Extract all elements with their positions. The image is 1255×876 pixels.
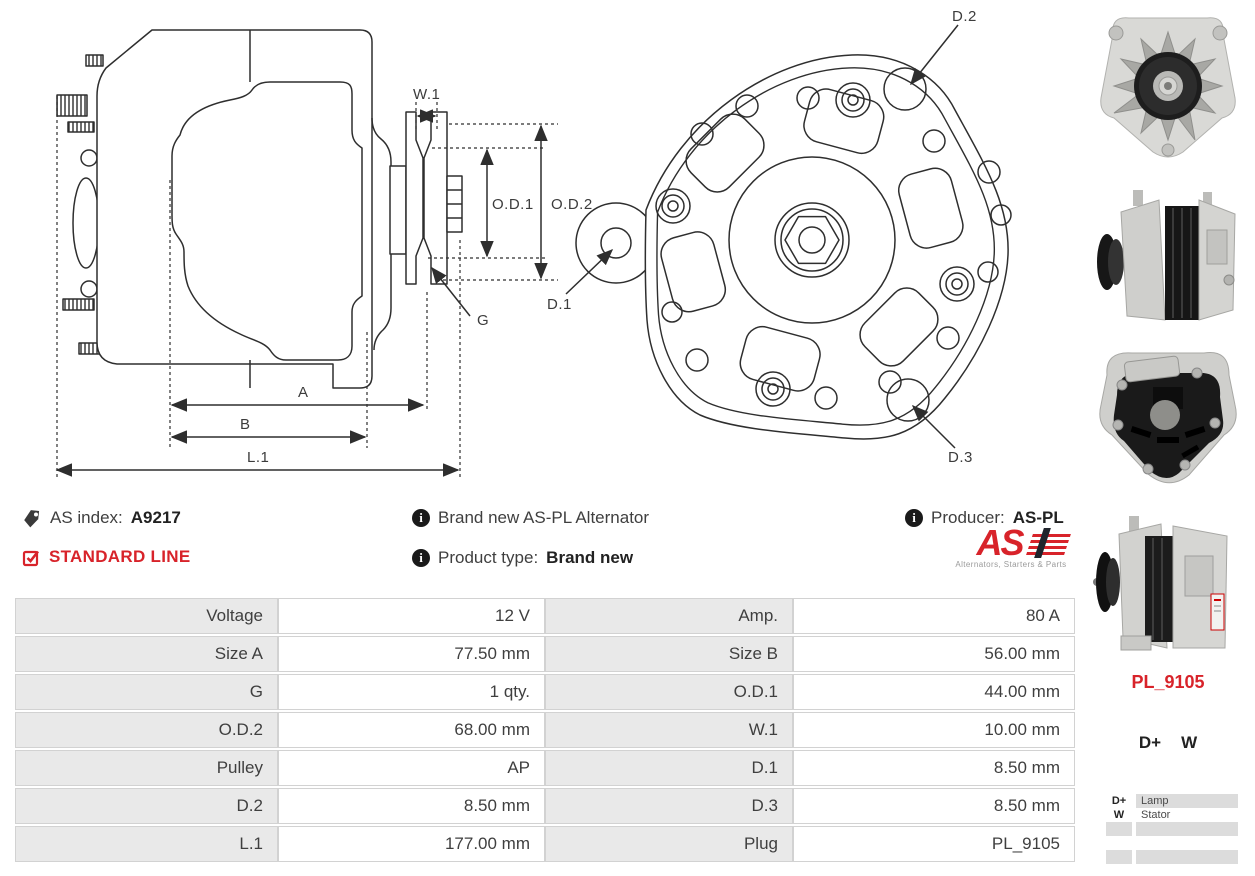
product-type-value: Brand new	[546, 548, 634, 567]
spec-value: 80 A	[793, 598, 1075, 634]
standard-line-row	[22, 547, 190, 567]
product-type-label: Product type:	[438, 548, 539, 567]
info-icon: i	[412, 549, 430, 567]
spec-label: D.3	[545, 788, 793, 824]
pinout-table	[1106, 794, 1238, 864]
description-row	[412, 508, 649, 528]
producer-label: Producer:	[931, 508, 1005, 527]
spec-value: 77.50 mm	[278, 636, 545, 672]
as-index-value: A9217	[130, 508, 181, 527]
producer-value: AS-PL	[1012, 508, 1064, 527]
as-pl-logo-tagline: Alternators, Starters & Parts	[955, 560, 1067, 569]
product-photo-rear	[1085, 333, 1251, 491]
dim-label-w1: W.1	[413, 86, 441, 103]
spec-value: 8.50 mm	[793, 788, 1075, 824]
spec-label: Plug	[545, 826, 793, 862]
dim-label-g: G	[477, 312, 490, 329]
dim-label-a: A	[298, 384, 309, 401]
dim-label-l1: L.1	[247, 449, 270, 466]
dim-label-d3: D.3	[948, 449, 973, 466]
terminal-w: W	[1181, 733, 1198, 752]
as-index-row	[22, 508, 181, 528]
product-photo-side-label	[1085, 498, 1251, 656]
plug-code: PL_9105	[1131, 672, 1205, 692]
terminals-heading	[1085, 733, 1251, 753]
spec-value: 10.00 mm	[793, 712, 1075, 748]
pinout-desc	[1136, 822, 1238, 836]
pinout-pin: D+	[1111, 795, 1127, 807]
pinout-desc: Lamp	[1136, 794, 1238, 808]
spec-label: L.1	[15, 826, 278, 862]
spec-label: Amp.	[545, 598, 793, 634]
as-pl-logo-text: AS	[976, 522, 1023, 563]
product-photo-side	[1085, 170, 1251, 328]
dim-label-d2: D.2	[952, 8, 977, 25]
pinout-pin	[1106, 850, 1132, 864]
spec-label: Size B	[545, 636, 793, 672]
pinout-pin	[1106, 822, 1132, 836]
spec-value: 68.00 mm	[278, 712, 545, 748]
dim-label-d1: D.1	[547, 296, 572, 313]
spec-value: AP	[278, 750, 545, 786]
info-icon: i	[412, 509, 430, 527]
dim-label-od1: O.D.1	[492, 196, 534, 213]
spec-value: 1 qty.	[278, 674, 545, 710]
tag-icon	[22, 508, 42, 528]
spec-label: O.D.1	[545, 674, 793, 710]
pinout-desc: Stator	[1141, 809, 1171, 821]
info-icon: i	[905, 509, 923, 527]
technical-drawing	[0, 0, 1075, 498]
dim-label-b: B	[240, 416, 251, 433]
spec-label: Voltage	[15, 598, 278, 634]
dim-label-od2: O.D.2	[551, 196, 593, 213]
spec-table	[15, 598, 1075, 862]
spec-label: Size A	[15, 636, 278, 672]
pinout-spacer	[1106, 836, 1238, 842]
pinout-pin: W	[1113, 809, 1125, 821]
standard-line-badge: STANDARD LINE	[49, 547, 191, 566]
spec-label: D.1	[545, 750, 793, 786]
as-index-label: AS index:	[50, 508, 123, 527]
product-photo-front	[1085, 6, 1251, 164]
spec-label: W.1	[545, 712, 793, 748]
product-description: Brand new AS-PL Alternator	[438, 508, 650, 527]
spec-value: 12 V	[278, 598, 545, 634]
checkbox-checked-icon	[22, 548, 41, 567]
spec-value: 44.00 mm	[793, 674, 1075, 710]
spec-label: O.D.2	[15, 712, 278, 748]
as-pl-logo	[946, 522, 1076, 569]
pinout-desc	[1136, 850, 1238, 864]
terminal-dplus: D+	[1138, 733, 1162, 752]
product-type-row	[412, 548, 633, 568]
spec-value: 56.00 mm	[793, 636, 1075, 672]
spec-value: 177.00 mm	[278, 826, 545, 862]
spec-label: G	[15, 674, 278, 710]
spec-value: PL_9105	[793, 826, 1075, 862]
spec-label: Pulley	[15, 750, 278, 786]
spec-label: D.2	[15, 788, 278, 824]
spec-value: 8.50 mm	[793, 750, 1075, 786]
spec-value: 8.50 mm	[278, 788, 545, 824]
